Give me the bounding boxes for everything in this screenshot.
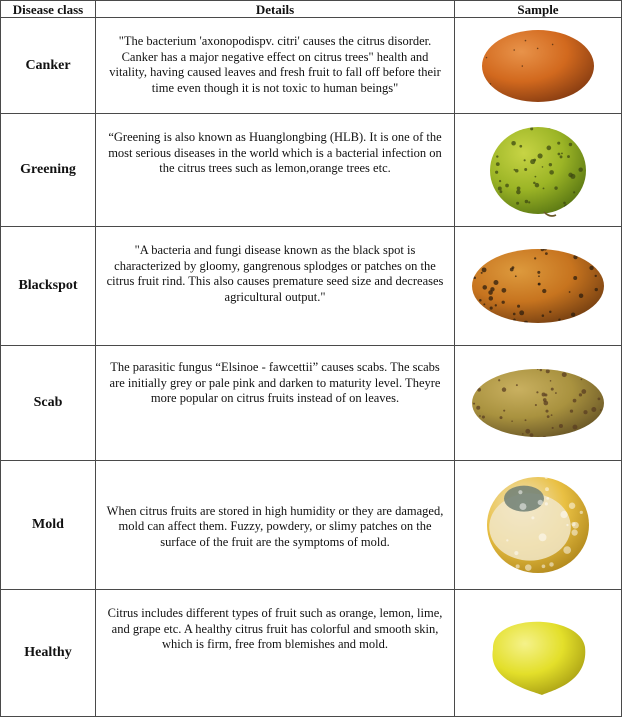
- header-sample: Sample: [455, 1, 622, 18]
- disease-label: Greening: [1, 114, 96, 227]
- sample-cell: [455, 590, 622, 717]
- sample-cell: [455, 114, 622, 227]
- table-row-blackspot: [1, 227, 622, 346]
- sample-cell: [455, 227, 622, 346]
- disease-details: The parasitic fungus “Elsinoe - fawcettii” causes scabs. The scabs are initially grey or pale pink and darken to maturity level. Theyre more popular on citrus fruits instead of on leaves.: [96, 346, 455, 461]
- mold-fruit-image: [483, 473, 593, 577]
- table-row-canker: [1, 18, 622, 114]
- fruit-body: [482, 30, 594, 102]
- greening-fruit-image: [478, 123, 598, 218]
- blackspot-fruit-image: [468, 245, 608, 327]
- canker-fruit-image: [478, 26, 598, 106]
- fruit-body: [492, 622, 585, 695]
- disease-label: Scab: [1, 346, 96, 461]
- disease-label: Healthy: [1, 590, 96, 717]
- disease-label: Mold: [1, 461, 96, 590]
- disease-label: Blackspot: [1, 227, 96, 346]
- header-details: Details: [96, 1, 455, 18]
- fruit-body: [490, 127, 586, 214]
- disease-details: Citrus includes different types of fruit such as orange, lemon, lime, and grape etc. A healthy citrus fruit has colorful and smooth skin, which is firm, free from blemishes and mold.: [96, 590, 455, 717]
- table-row-greening: [1, 114, 622, 227]
- fruit-body: [472, 369, 604, 437]
- table-row-mold: [1, 461, 622, 590]
- disease-details: "The bacterium 'axonopodispv. citri' causes the citrus disorder. Canker has a major negative effect on citrus trees" health and vitality, having caused leaves and fresh fruit to fall off before their time even though it is not toxic to human beings": [96, 18, 455, 114]
- disease-details: When citrus fruits are stored in high humidity or they are damaged, mold can affect them. Fuzzy, powdery, or slimy patches on the surface of the fruit are the symptoms of mold.: [96, 461, 455, 590]
- sample-cell: [455, 461, 622, 590]
- sample-cell: [455, 346, 622, 461]
- healthy-fruit-image: [483, 609, 593, 697]
- scab-fruit-image: [468, 365, 608, 441]
- disease-details: "A bacteria and fungi disease known as the black spot is characterized by gloomy, gangrenous splodges or patches on the citrus fruit rind. This also causes premature seed size and decreases agricultural output.": [96, 227, 455, 346]
- header-row: [1, 1, 622, 18]
- disease-label: Canker: [1, 18, 96, 114]
- table-row-healthy: [1, 590, 622, 717]
- fruit-body: [472, 249, 604, 323]
- table-row-scab: [1, 346, 622, 461]
- sample-cell: [455, 18, 622, 114]
- header-disease-class: Disease class: [1, 1, 96, 18]
- disease-details: “Greening is also known as Huanglongbing (HLB). It is one of the most serious diseases in the world which is a bacterial infection on the citrus trees such as lemon,orange trees etc.: [96, 114, 455, 227]
